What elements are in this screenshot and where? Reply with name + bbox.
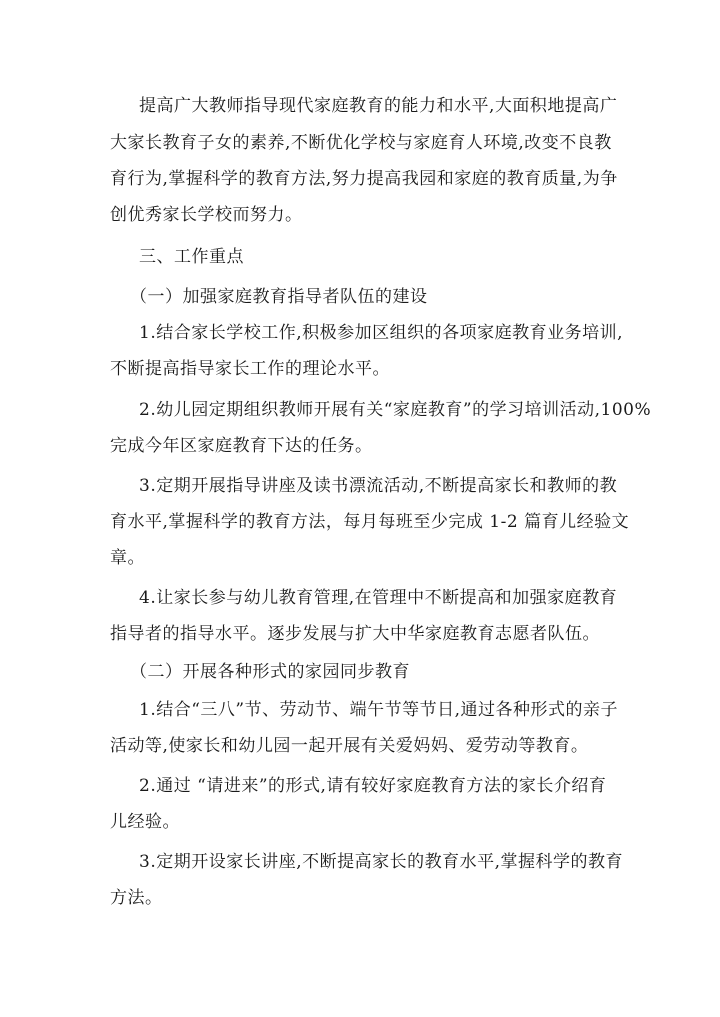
paragraph-line: 完成今年区家庭教育下达的任务。 — [110, 436, 373, 456]
paragraph-line: 2.幼儿园定期组织教师开展有关“家庭教育”的学习培训活动,100% — [139, 400, 652, 420]
paragraph-line: 1.结合家长学校工作,积极参加区组织的各项家庭教育业务培训, — [139, 323, 624, 343]
paragraph-line: 不断提高指导家长工作的理论水平。 — [110, 359, 390, 379]
paragraph-line: 3.定期开设家长讲座,不断提高家长的教育水平,掌握科学的教育 — [139, 852, 624, 872]
section-heading: 三、工作重点 — [139, 247, 244, 267]
paragraph-line: 2.通过 “请进来”的形式,请有较好家庭教育方法的家长介绍育 — [139, 776, 607, 796]
paragraph-line: 育水平,掌握科学的教育方法，每月每班至少完成 1-2 篇育儿经验文 — [110, 512, 630, 532]
paragraph-line: 活动等,使家长和幼儿园一起开展有关爱妈妈、爱劳动等教育。 — [110, 736, 589, 756]
paragraph-line: 育行为,掌握科学的教育方法,努力提高我园和家庭的教育质量,为争 — [110, 169, 618, 189]
sub-heading: （二）开展各种形式的家园同步教育 — [130, 662, 410, 682]
paragraph-line: 章。 — [110, 548, 145, 568]
paragraph-line: 提高广大教师指导现代家庭教育的能力和水平,大面积地提高广 — [139, 96, 618, 116]
paragraph-line: 方法。 — [110, 888, 163, 908]
paragraph-line: 创优秀家长学校而努力。 — [110, 205, 303, 225]
paragraph-line: 1.结合“三八”节、劳动节、端午节等节日,通过各种形式的亲子 — [139, 700, 619, 720]
paragraph-line: 4.让家长参与幼儿教育管理,在管理中不断提高和加强家庭教育 — [139, 588, 618, 608]
paragraph-line: 儿经验。 — [110, 812, 180, 832]
paragraph-line: 大家长教育子女的素养,不断优化学校与家庭育人环境,改变不良教 — [110, 133, 612, 153]
paragraph-line: 3.定期开展指导讲座及读书漂流活动,不断提高家长和教师的教 — [139, 476, 618, 496]
paragraph-line: 指导者的指导水平。逐步发展与扩大中华家庭教育志愿者队伍。 — [110, 624, 600, 644]
sub-heading: （一）加强家庭教育指导者队伍的建设 — [130, 287, 428, 307]
